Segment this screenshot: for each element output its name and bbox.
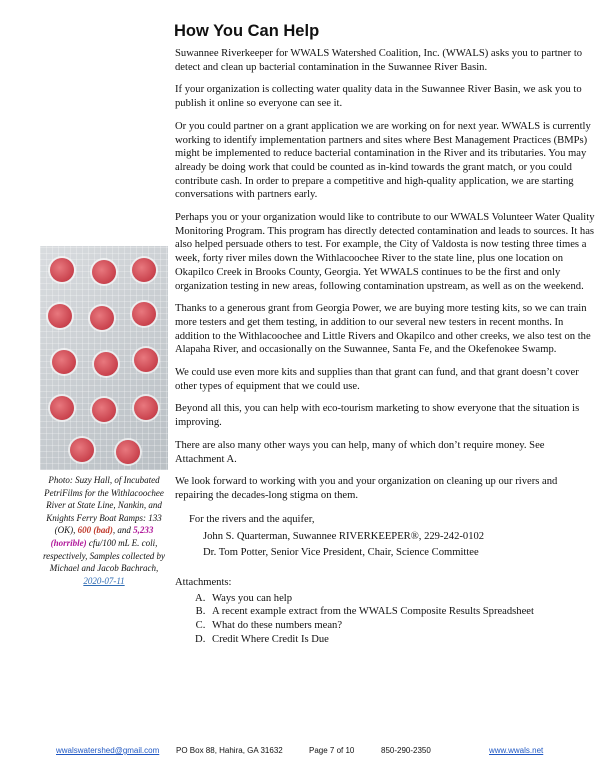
footer-phone: 850-290-2350 [381, 746, 431, 755]
photo-caption [40, 474, 168, 587]
petri-dish [90, 306, 114, 330]
main-body [175, 47, 595, 646]
attachments-list [175, 592, 595, 647]
caption-text: Photo: Suzy Hall, of Incubated PetriFilms for the Withlacoochee River at State Line, Nankin, and Knights Ferry Boat Ramps: [44, 475, 164, 523]
page-footer [0, 746, 600, 760]
caption-text: cfu/100 mL E. coli, respectively, Samples collected by Michael and Jacob Bachrach, [42, 537, 166, 574]
petri-dish [116, 440, 140, 464]
caption-date-link[interactable]: 2020-07-11 [83, 575, 125, 586]
petri-dish [52, 350, 76, 374]
paragraph-monitoring: Perhaps you or your organization would like to contribute to our WWALS Volunteer Water Quality Monitoring Program. This program has directly detected contamination and leads to sources. It has also helped persuade others to test. For example, the City of Valdosta is now testing three times a week, forty river miles down the Withlacoochee River to the state line, plus one location on Okapilco Creek in Brooks County, Georgia. Yet WWALS continues to be the first and only organization testing in new areas, following contamination upstream, as well as on the weekend. [175, 212, 595, 292]
caption-value-bad: 600 (bad) [77, 525, 113, 536]
footer-email-link[interactable]: wwalswatershed@gmail.com [56, 746, 160, 755]
paragraph-look-forward: We look forward to working with you and your organization on cleaning up our rivers and repairing the decades-long stigma on them. [175, 476, 558, 501]
signer-potter: Dr. Tom Potter, Senior Vice President, Chair, Science Committee [203, 547, 479, 559]
petri-dish [50, 258, 74, 282]
petri-dish [70, 438, 94, 462]
caption-value-ok: 133 (OK) [54, 512, 162, 536]
footer-page-number: Page 7 of 10 [309, 746, 355, 755]
paragraph-partner: Suwannee Riverkeeper for WWALS Watershed Coalition, Inc. (WWALS) asks you to partner to detect and clean up bacterial contamination in the Suwannee River Basin. [175, 48, 583, 73]
caption-separator: , and [112, 525, 134, 536]
attachment-item: D. Credit Where Credit Is Due [208, 633, 595, 647]
paragraph-grant: Or you could partner on a grant application we are working on for next year. WWALS is currently working to identify implementation partners and sites where Best Management Practices (BMPs) might be implemented to reduce bacterial contamination in the River and its tributaries. You may already be doing work that could be counted as in-kind towards the grant match, or you could contribute cash. In order to prepare a competitive and high-quality application, we are starting conversations with partners early. [175, 120, 591, 201]
signer-quarterman: John S. Quarterman, Suwannee RIVERKEEPER®, 229-242-0102 [203, 531, 485, 543]
footer-website-link[interactable]: www.wwals.net [489, 746, 544, 755]
petri-dish [48, 304, 72, 328]
paragraph-georgia-power: Thanks to a generous grant from Georgia Power, we are buying more testing kits, so we can train more testers and get them testing, in addition to our several new testers in recent months. In addition to the Withlacoochee and Little Rivers and Okapilco and other creeks, we also test on the Alapaha River, and occasionally on the Suwannee, Santa Fe, and the Okefenokee Swamp. [175, 303, 591, 356]
petri-dish [92, 260, 116, 284]
signoff-line: For the rivers and the aquifer, [189, 513, 315, 525]
paragraph-publish: If your organization is collecting water quality data in the Suwannee River Basin, we ask you to publish it online so everyone can see it. [175, 84, 582, 110]
attachments-label: Attachments: [175, 576, 232, 588]
petri-dish [94, 352, 118, 376]
petri-dish [50, 396, 74, 420]
petri-dish [134, 396, 158, 420]
paragraph-other-ways: There are also many other ways you can help, many of which don’t require money. See Attachment A. [175, 439, 545, 465]
petri-dish [132, 302, 156, 326]
petri-dish [134, 348, 158, 372]
petri-dish [132, 258, 156, 282]
signoff-block [189, 513, 595, 560]
caption-separator: , [73, 525, 78, 536]
petrifilm-photo [40, 246, 168, 470]
paragraph-eco-tourism: Beyond all this, you can help with eco-tourism marketing to show everyone that the situation is improving. [175, 403, 580, 429]
caption-value-horrible: 5,233 (horrible) [50, 525, 154, 548]
page-heading: How You Can Help [174, 22, 320, 40]
attachment-item: C. What do these numbers mean? [208, 619, 595, 633]
paragraph-more-kits: We could use even more kits and supplies than that grant can fund, and that grant doesn’t cover other types of equipment that we could use. [175, 367, 579, 392]
attachment-item: A. Ways you can help [208, 592, 595, 606]
attachment-item: B. A recent example extract from the WWALS Composite Results Spreadsheet [208, 605, 595, 619]
petri-dish [92, 398, 116, 422]
footer-address: PO Box 88, Hahira, GA 31632 [176, 746, 283, 755]
attachments-block [175, 576, 595, 647]
